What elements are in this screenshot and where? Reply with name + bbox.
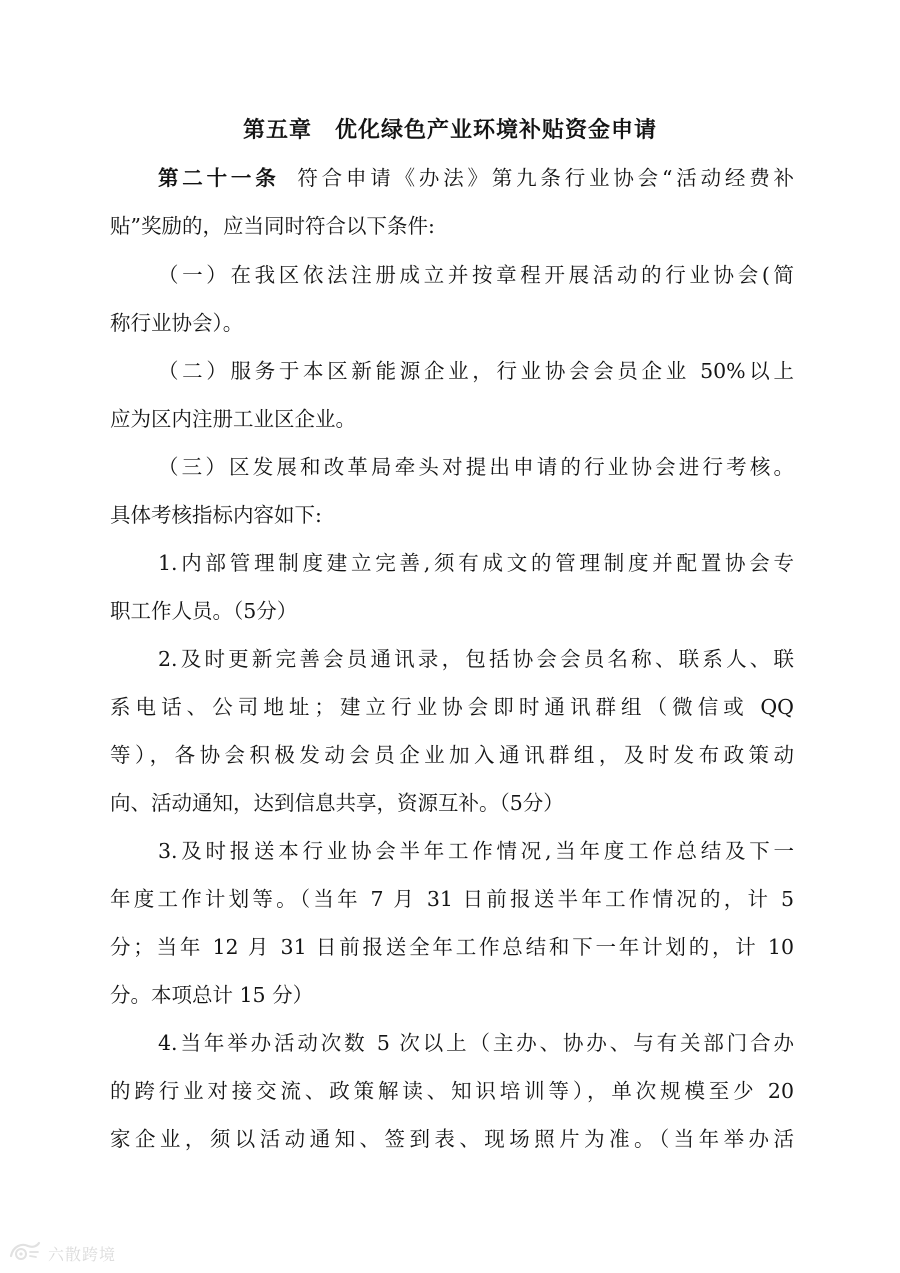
paragraph-line: 等），各协会积极发动会员企业加入通讯群组，及时发布政策动: [110, 743, 794, 767]
watermark: [8, 1240, 116, 1266]
paragraph-line: 2.及时更新完善会员通讯录，包括协会会员名称、联系人、联: [158, 647, 794, 671]
paragraph-line: 向、活动通知，达到信息共享，资源互补。（5分）: [110, 791, 564, 815]
paragraph-line: 家企业，须以活动通知、签到表、现场照片为准。（当年举办活: [110, 1127, 794, 1151]
chapter-title: 第五章 优化绿色产业环境补贴资金申请: [242, 118, 657, 143]
paragraph-line: （二）服务于本区新能源企业，行业协会会员企业 50%以上: [158, 359, 794, 383]
paragraph-line: 应为区内注册工业区企业。: [110, 407, 356, 431]
tiger-logo-icon: [8, 1240, 42, 1266]
paragraph-line: 称行业协会）。: [110, 311, 244, 335]
paragraph-line: 具体考核指标内容如下:: [110, 503, 322, 527]
article-label: 第二十一条: [158, 166, 280, 190]
paragraph-line: 的跨行业对接交流、政策解读、知识培训等），单次规模至少 20: [110, 1079, 794, 1103]
paragraph-line: （三）区发展和改革局牵头对提出申请的行业协会进行考核。: [158, 455, 794, 479]
paragraph-line: 1.内部管理制度建立完善,须有成文的管理制度并配置协会专: [158, 551, 794, 575]
paragraph-line: 系电话、公司地址；建立行业协会即时通讯群组（微信或 QQ: [110, 695, 794, 719]
paragraph-line: [158, 163, 794, 193]
watermark-text: 六散跨境: [48, 1244, 117, 1264]
paragraph-line: 3.及时报送本行业协会半年工作情况,当年度工作总结及下一: [158, 839, 794, 863]
article-text: 符合申请《办法》第九条行业协会“活动经费补: [293, 166, 795, 190]
paragraph-line: 分；当年 12 月 31 日前报送全年工作总结和下一年计划的，计 10: [110, 935, 794, 959]
paragraph-line: （一）在我区依法注册成立并按章程开展活动的行业协会(简: [158, 263, 794, 287]
paragraph-line: 分。本项总计 15 分）: [110, 983, 314, 1007]
paragraph-line: 贴”奖励的，应当同时符合以下条件:: [110, 214, 435, 238]
paragraph-line: 职工作人员。（5分）: [110, 599, 298, 623]
paragraph-line: 4.当年举办活动次数 5 次以上（主办、协办、与有关部门合办: [158, 1031, 794, 1055]
paragraph-line: 年度工作计划等。（当年 7 月 31 日前报送半年工作情况的，计 5: [110, 887, 794, 911]
